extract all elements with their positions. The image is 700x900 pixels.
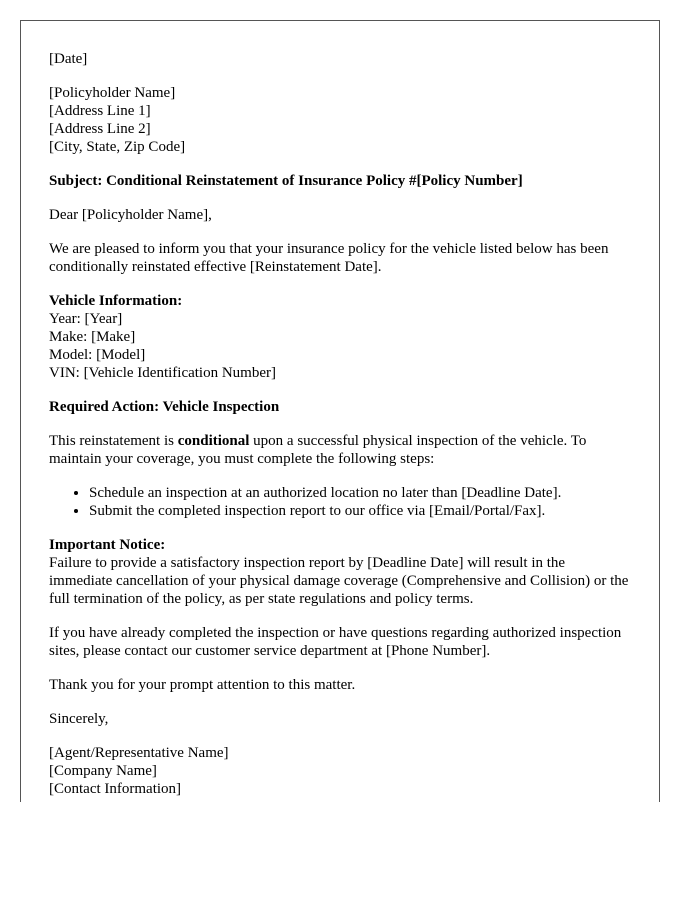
signature-block: [49, 744, 631, 798]
subject-line: Subject: Conditional Reinstatement of Insurance Policy #[Policy Number]: [49, 173, 523, 189]
vehicle-heading: Vehicle Information:: [49, 293, 183, 309]
condition-text-after: upon a successful physical inspection of the vehicle. To maintain your coverage, you must complete the following steps:: [49, 433, 587, 467]
signature-contact: [Contact Information]: [49, 781, 182, 797]
condition-text-before: This reinstatement is: [49, 433, 178, 449]
important-notice: [49, 536, 631, 608]
list-item: • Submit the completed inspection report to our office via [Email/Portal/Fax].: [89, 502, 631, 520]
notice-heading: Important Notice:: [49, 537, 166, 553]
list-item: • Schedule an inspection at an authorized location no later than [Deadline Date].: [89, 484, 631, 502]
recipient-address: [49, 84, 631, 156]
vehicle-make: Make: [Make]: [49, 329, 136, 345]
vehicle-model: Model: [Model]: [49, 347, 146, 363]
signature-company: [Company Name]: [49, 763, 157, 779]
closing: Sincerely,: [49, 711, 109, 727]
salutation: Dear [Policyholder Name],: [49, 207, 212, 223]
required-action-heading: Required Action: Vehicle Inspection: [49, 399, 280, 415]
vehicle-information: [49, 292, 631, 382]
date-text: [Date]: [49, 51, 88, 67]
thanks-paragraph: Thank you for your prompt attention to this matter.: [49, 677, 356, 693]
notice-body: Failure to provide a satisfactory inspection report by [Deadline Date] will result in the immediate cancellation of your physical damage coverage (Comprehensive and Collision) or the full termination of the policy, as per state regulations and policy terms.: [49, 555, 629, 607]
vehicle-vin: VIN: [Vehicle Identification Number]: [49, 365, 276, 381]
signature-name: [Agent/Representative Name]: [49, 745, 229, 761]
letter-page: [20, 20, 660, 802]
recipient-address-line-1: [Address Line 1]: [49, 103, 151, 119]
contact-paragraph: If you have already completed the inspection or have questions regarding authorized inspection sites, please contact our customer service department at [Phone Number].: [49, 625, 622, 659]
condition-emphasis: conditional: [177, 433, 250, 449]
vehicle-year: Year: [Year]: [49, 311, 123, 327]
intro-paragraph: We are pleased to inform you that your insurance policy for the vehicle listed below has been conditionally reinstated effective [Reinstatement Date].: [49, 241, 609, 275]
recipient-address-line-2: [Address Line 2]: [49, 121, 151, 137]
recipient-city-state-zip: [City, State, Zip Code]: [49, 139, 186, 155]
condition-paragraph: [49, 432, 631, 468]
recipient-name: [Policyholder Name]: [49, 85, 176, 101]
letter-date: [49, 50, 631, 68]
inspection-steps-list: [49, 484, 631, 520]
